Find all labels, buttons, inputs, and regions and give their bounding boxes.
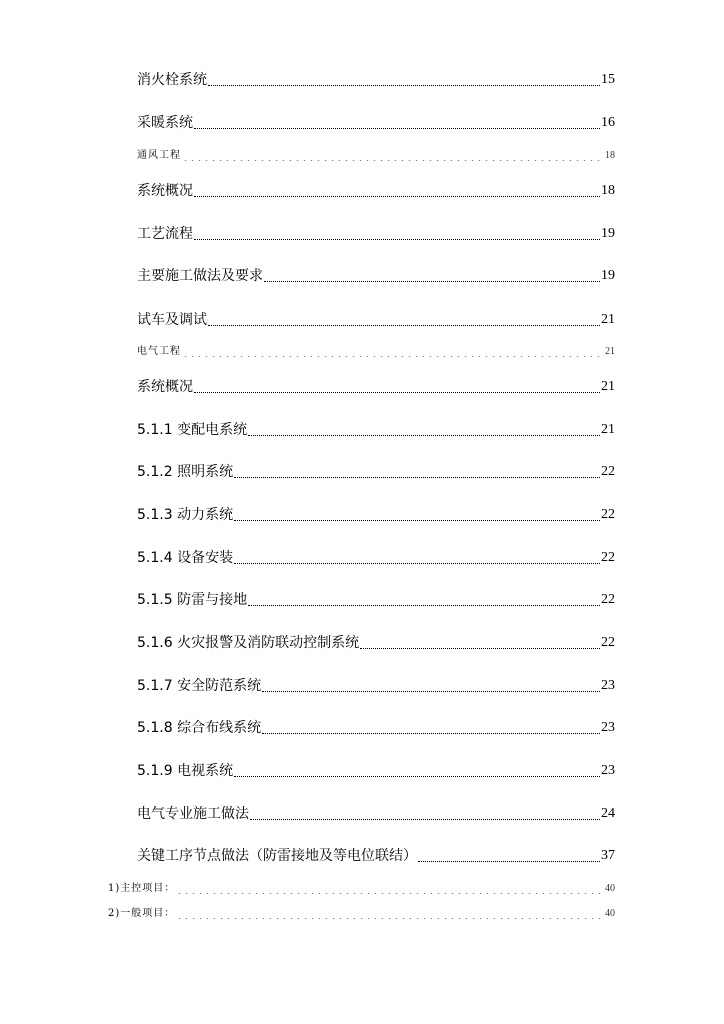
- toc-entry-title: 5.1.4 设备安装: [137, 550, 234, 566]
- toc-entry[interactable]: [137, 311, 615, 329]
- toc-entry-title: 2)一般项目：: [108, 908, 176, 919]
- toc-entry-page: 40: [605, 883, 615, 894]
- dot-leader: [248, 421, 600, 439]
- toc-entry-page: 23: [601, 678, 615, 693]
- dot-leader: [234, 463, 600, 481]
- toc-entry-page: 21: [605, 346, 615, 357]
- dot-leader: [194, 225, 600, 243]
- dot-leader: [264, 267, 600, 285]
- dot-leader: [194, 378, 600, 396]
- toc-entry[interactable]: [137, 805, 615, 823]
- toc-entry[interactable]: [137, 345, 615, 359]
- toc-entry-title: 试车及调试: [137, 312, 207, 328]
- toc-entry-title: 5.1.2 照明系统: [137, 464, 234, 480]
- dot-leader: [360, 634, 600, 652]
- toc-entry-title: 5.1.9 电视系统: [137, 763, 234, 779]
- toc-entry-page: 22: [601, 592, 615, 607]
- toc-entry-page: 18: [601, 183, 615, 198]
- toc-entry-page: 21: [601, 312, 615, 327]
- dot-leader: [208, 71, 600, 89]
- toc-entry-title: 主要施工做法及要求: [137, 268, 263, 284]
- toc-entry-title: 5.1.3 动力系统: [137, 507, 234, 523]
- dot-leader: [182, 345, 604, 359]
- toc-entry[interactable]: [108, 882, 615, 896]
- dot-leader: [262, 677, 600, 695]
- toc-entry-title: 5.1.5 防雷与接地: [137, 592, 248, 608]
- toc-entry-page: 21: [601, 379, 615, 394]
- toc-entry-title: 5.1.7 安全防范系统: [137, 678, 262, 694]
- toc-entry-title: 5.1.6 火灾报警及消防联动控制系统: [137, 635, 360, 651]
- toc-entry-page: 23: [601, 763, 615, 778]
- toc-entry[interactable]: [137, 149, 615, 163]
- dot-leader: [194, 182, 600, 200]
- toc-entry-page: 16: [601, 115, 615, 130]
- toc-entry-page: 15: [601, 72, 615, 87]
- toc-entry-title: 通风工程: [137, 150, 181, 161]
- toc-entry[interactable]: [137, 634, 615, 652]
- toc-entry-page: 40: [605, 908, 615, 919]
- toc-entry-title: 系统概况: [137, 183, 193, 199]
- toc-entry[interactable]: [137, 267, 615, 285]
- dot-leader: [194, 114, 600, 132]
- dot-leader: [262, 719, 600, 737]
- toc-entry-page: 22: [601, 635, 615, 650]
- dot-leader: [208, 311, 600, 329]
- toc-entry-title: 电气专业施工做法: [137, 806, 249, 822]
- toc-entry-title: 1)主控项目：: [108, 883, 176, 894]
- toc-entry-title: 工艺流程: [137, 226, 193, 242]
- toc-entry[interactable]: [137, 762, 615, 780]
- toc-entry-page: 18: [605, 150, 615, 161]
- toc-entry-page: 19: [601, 268, 615, 283]
- toc-entry-page: 22: [601, 550, 615, 565]
- toc-entry-page: 19: [601, 226, 615, 241]
- toc-entry-page: 37: [601, 848, 615, 863]
- toc-entry[interactable]: [137, 463, 615, 481]
- toc-entry[interactable]: [137, 114, 615, 132]
- toc-entry-title: 关键工序节点做法（防雷接地及等电位联结）: [137, 848, 417, 864]
- dot-leader: [182, 149, 604, 163]
- dot-leader: [234, 549, 600, 567]
- toc-entry[interactable]: [137, 71, 615, 89]
- toc-entry[interactable]: [137, 677, 615, 695]
- toc-entry-page: 22: [601, 507, 615, 522]
- toc-entry[interactable]: [137, 719, 615, 737]
- dot-leader: [176, 907, 604, 921]
- toc-entry[interactable]: [137, 378, 615, 396]
- dot-leader: [248, 591, 600, 609]
- toc-entry-page: 22: [601, 464, 615, 479]
- toc-entry-title: 系统概况: [137, 379, 193, 395]
- toc-entry[interactable]: [137, 225, 615, 243]
- toc-entry[interactable]: [137, 421, 615, 439]
- toc-entry-title: 消火栓系统: [137, 72, 207, 88]
- toc-entry-title: 5.1.8 综合布线系统: [137, 720, 262, 736]
- toc-entry[interactable]: [137, 506, 615, 524]
- dot-leader: [418, 847, 600, 865]
- toc-entry-title: 电气工程: [137, 346, 181, 357]
- toc-entry-page: 21: [601, 422, 615, 437]
- toc-entry[interactable]: [137, 591, 615, 609]
- toc-entry-page: 23: [601, 720, 615, 735]
- toc-entry[interactable]: [108, 907, 615, 921]
- toc-entry[interactable]: [137, 182, 615, 200]
- toc-entry-page: 24: [601, 806, 615, 821]
- dot-leader: [234, 506, 600, 524]
- dot-leader: [250, 805, 600, 823]
- dot-leader: [176, 882, 604, 896]
- toc-entry-title: 采暖系统: [137, 115, 193, 131]
- toc-entry[interactable]: [137, 549, 615, 567]
- toc-entry-title: 5.1.1 变配电系统: [137, 422, 248, 438]
- dot-leader: [234, 762, 600, 780]
- toc-entry[interactable]: [137, 847, 615, 865]
